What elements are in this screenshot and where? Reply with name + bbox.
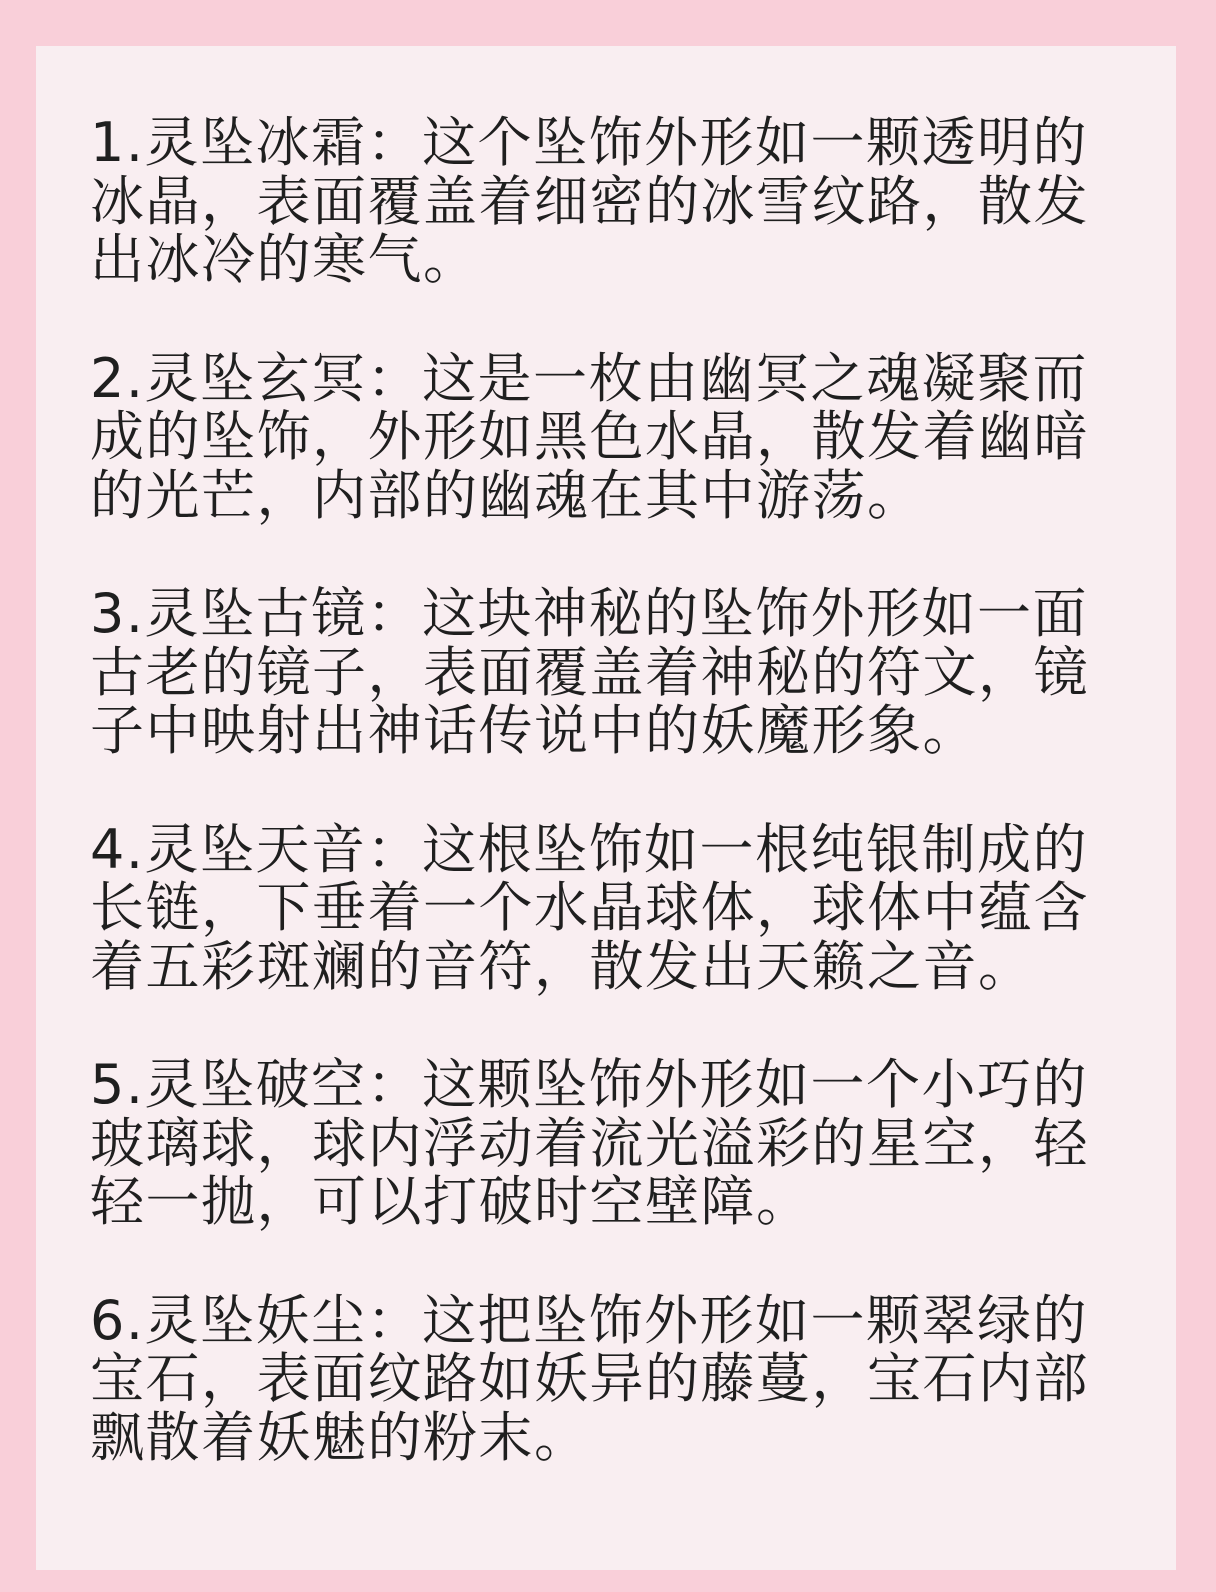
entry-list: [90, 111, 1130, 1469]
entry-2: 2.灵坠玄冥：这是一枚由幽冥之魂凝聚而成的坠饰，外形如黑色水晶，散发着幽暗的光芒，内部的幽魂在其中游荡。: [90, 346, 1089, 527]
entry-1: 1.灵坠冰霜：这个坠饰外形如一颗透明的冰晶，表面覆盖着细密的冰雪纹路，散发出冰冷的寒气。: [90, 111, 1089, 291]
content-card: [36, 46, 1176, 1570]
entry-4: 4.灵坠天音：这根坠饰如一根纯银制成的长链，下垂着一个水晶球体，球体中蕴含着五彩斑斓的音符，散发出天籁之音。: [90, 817, 1089, 998]
entry-6: 6.灵坠妖尘：这把坠饰外形如一颗翠绿的宝石，表面纹路如妖异的藤蔓，宝石内部飘散着妖魅的粉末。: [90, 1288, 1089, 1469]
entry-5: 5.灵坠破空：这颗坠饰外形如一个小巧的玻璃球，球内浮动着流光溢彩的星空，轻轻一抛，可以打破时空壁障。: [90, 1053, 1089, 1233]
entry-3: 3.灵坠古镜：这块神秘的坠饰外形如一面古老的镜子，表面覆盖着神秘的符文，镜子中映射出神话传说中的妖魔形象。: [90, 582, 1089, 762]
